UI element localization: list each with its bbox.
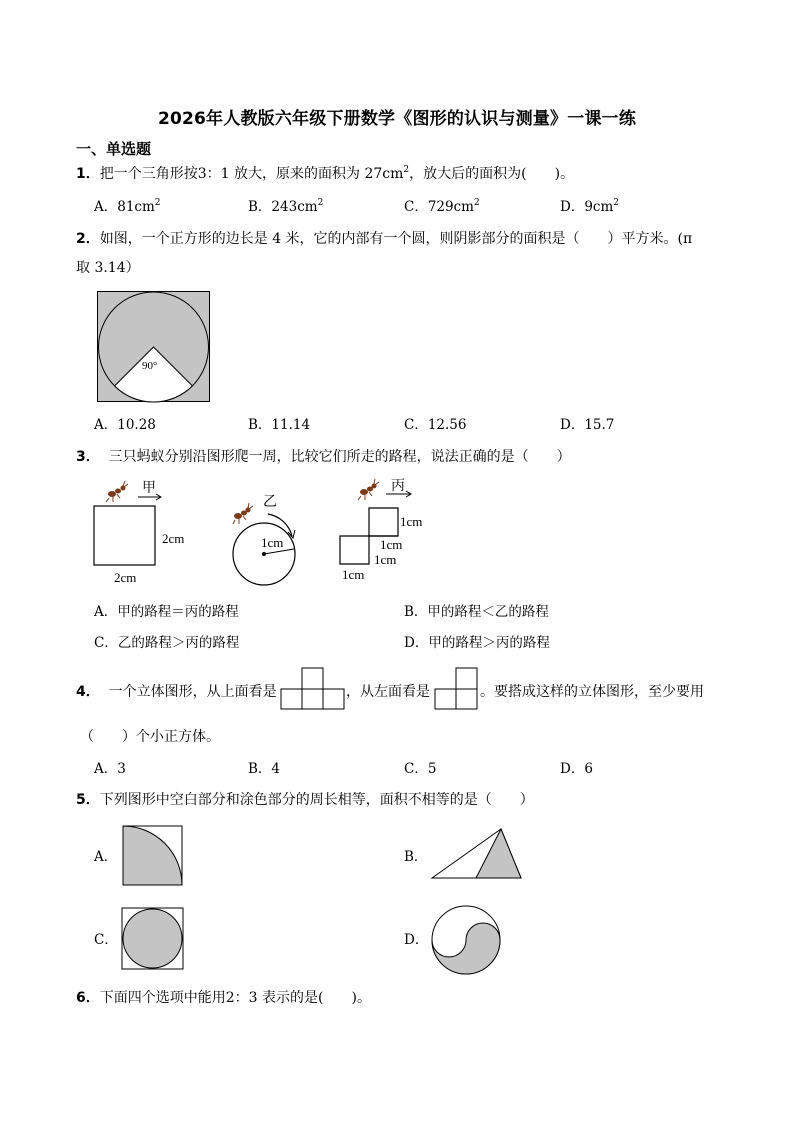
q5-option-d: D．: [404, 932, 429, 948]
question-6: [76, 988, 371, 1008]
question-4-part2: ，从左面看是: [346, 684, 430, 700]
q2-figure: [97, 291, 211, 403]
question-3: [76, 447, 571, 467]
section-heading: 一、单选题: [76, 140, 152, 158]
q4-option-d: D．6: [560, 761, 593, 777]
q3-figure-b: [228, 490, 308, 590]
superscript: 2: [403, 165, 410, 175]
q3-figure-c: [334, 476, 444, 586]
q3-option-c: C．乙的路程＞丙的路程: [94, 635, 240, 651]
q5-option-c: C．: [94, 932, 118, 948]
question-4-part1: [76, 682, 277, 702]
question-number: 2．: [76, 231, 100, 247]
question-number: 1．: [76, 166, 100, 182]
edge-label: 1cm: [380, 537, 403, 552]
q4-option-c: C．5: [404, 761, 437, 777]
question-text: 下列图形中空白部分和涂色部分的周长相等，面积不相等的是（ ）: [99, 792, 534, 808]
q4-option-a: A．3: [94, 761, 126, 777]
question-5: [76, 790, 534, 810]
edge-label: 1cm: [374, 552, 397, 567]
q5-figure-d: [430, 904, 502, 976]
q1-option-d: D．$9cm^2$: [560, 198, 620, 215]
question-1: [76, 164, 574, 184]
ant-icon: [233, 503, 253, 524]
question-2: [76, 229, 692, 249]
q3-figure-a: [90, 478, 200, 588]
q2-option-d: D．15.7: [560, 417, 615, 433]
question-text: 一个立体图形，从上面看是: [108, 684, 277, 700]
question-text: 把一个三角形按3：1 放大，原来的面积为 27cm: [99, 166, 404, 182]
ant-label: 乙: [263, 495, 277, 510]
question-4-continued: （ ）个小正方体。: [80, 729, 220, 745]
q5-option-a: A．: [94, 849, 118, 865]
question-number: 4．: [76, 684, 100, 700]
question-number: 5．: [76, 792, 100, 808]
q4-option-b: B．4: [248, 761, 281, 777]
q2-option-b: B．11.14: [248, 417, 311, 433]
radius-label: 1cm: [261, 535, 284, 550]
q3-option-d: D．甲的路程＞丙的路程: [404, 635, 550, 651]
q2-option-a: A．10.28: [94, 417, 156, 433]
ant-icon: [358, 479, 379, 500]
q3-option-a: A．甲的路程＝丙的路程: [94, 604, 239, 620]
page-title: 2026年人教版六年级下册数学《图形的认识与测量》一课一练: [157, 109, 637, 129]
q5-option-b: B．: [404, 849, 428, 865]
question-text: 下面四个选项中能用2：3 表示的是( )。: [99, 990, 371, 1006]
q4-left-view: [434, 667, 480, 711]
question-text: ，放大后的面积为( )。: [409, 166, 575, 182]
question-text: 如图，一个正方形的边长是 4 米，它的内部有一个圆，则阴影部分的面积是（ ）平方米。(π: [99, 231, 693, 247]
question-4-part3: 。要搭成这样的立体图形，至少要用: [480, 684, 704, 700]
ant-icon: [106, 481, 128, 502]
q5-figure-b: [431, 828, 523, 882]
ant-label: 丙: [391, 479, 405, 494]
q1-option-c: C．$729cm^2$: [404, 198, 480, 215]
question-text: 三只蚂蚁分别沿图形爬一周，比较它们所走的路程，说法正确的是（ ）: [108, 449, 571, 465]
edge-label: 1cm: [400, 514, 423, 529]
q5-figure-a: [122, 825, 184, 887]
q4-top-view: [280, 667, 346, 711]
q5-figure-c: [121, 907, 185, 971]
question-number: 6．: [76, 990, 100, 1006]
q2-option-c: C．12.56: [404, 417, 467, 433]
q1-option-a: A．$81cm^2$: [94, 198, 161, 215]
angle-label: 90°: [142, 360, 158, 372]
q1-option-b: B．$243cm^2$: [248, 198, 324, 215]
side-label: 2cm: [162, 531, 185, 546]
bottom-label: 2cm: [114, 570, 137, 585]
ant-label: 甲: [142, 481, 156, 496]
question-2-continued: 取 3.14）: [76, 260, 140, 276]
edge-label: 1cm: [342, 567, 365, 582]
question-number: 3．: [76, 449, 100, 465]
q3-option-b: B．甲的路程＜乙的路程: [404, 604, 549, 620]
